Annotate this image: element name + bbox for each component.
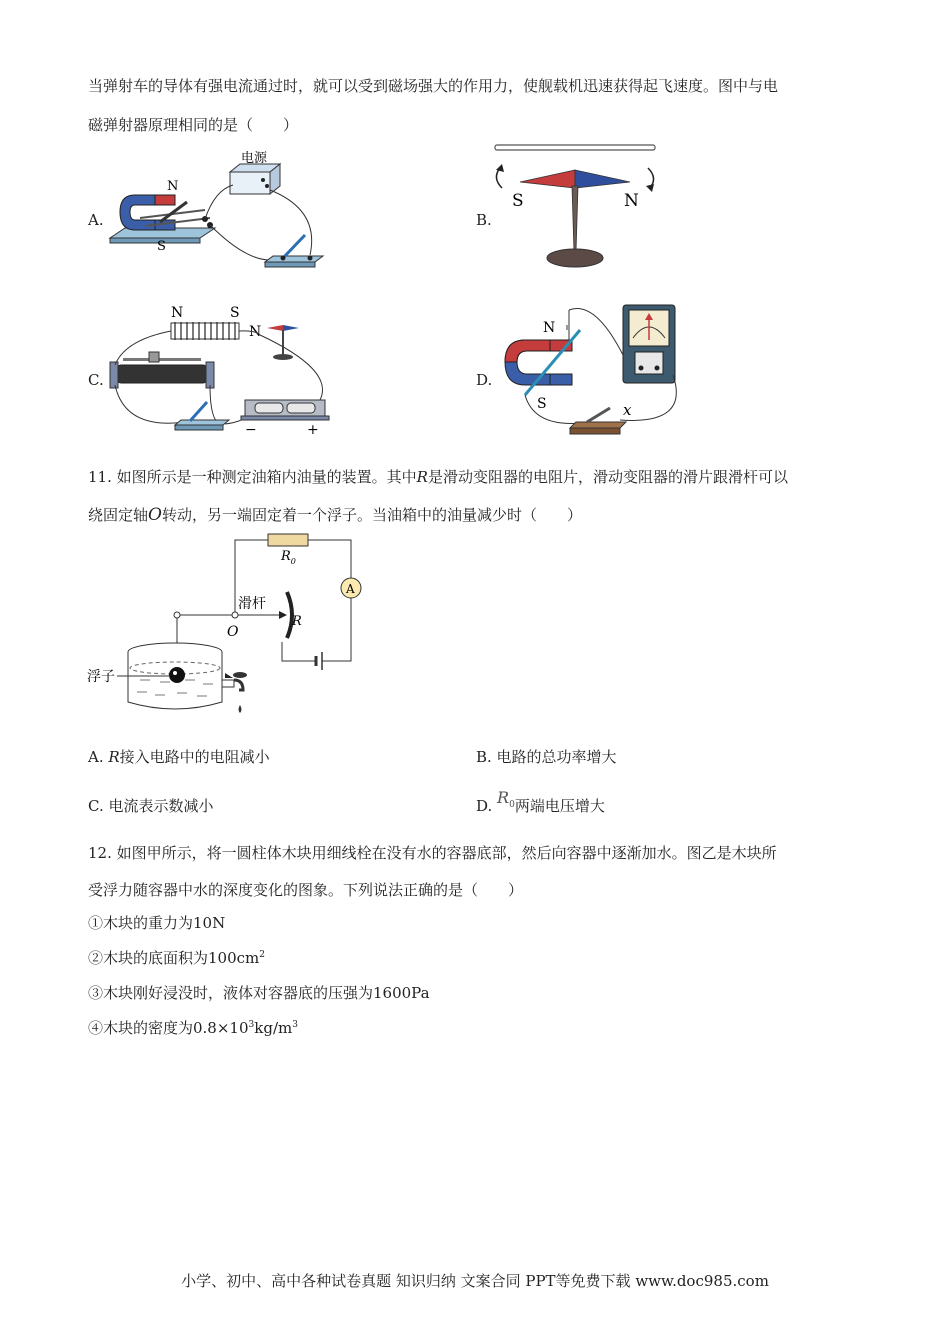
q12-stem-line1: 12. 如图甲所示，将一圆柱体木块用细线栓在没有水的容器底部，然后向容器中逐渐加水。图乙是木块所 — [88, 844, 777, 862]
q10-figure-a — [105, 150, 330, 275]
q12-statement-2-text: ②木块的底面积为100cm — [88, 949, 260, 967]
q11-o-symbol: O — [148, 505, 162, 525]
q11-option-d-text: 两端电压增大 — [514, 797, 605, 815]
r0-label: $R_0$ — [281, 549, 296, 566]
q12-statement-4-text: ④木块的密度为0.8×10 — [88, 1019, 249, 1037]
fig-d-n-label: N — [543, 320, 556, 336]
q12-statement-4-sup: 3 — [248, 1020, 255, 1030]
q11-option-a-r: R — [108, 748, 120, 766]
q11-stem-text: 绕固定轴 — [88, 506, 149, 524]
q10-option-c-label: C. — [88, 371, 104, 389]
q12-statement-1: ①木块的重力为10N — [88, 914, 226, 932]
ammeter-label: A — [346, 582, 355, 596]
q11-stem-text: 是滑动变阻器的电阻片，滑动变阻器的滑片跟滑杆可以 — [427, 468, 788, 486]
fig-a-power-label: 电源 — [241, 151, 268, 166]
o-label: O — [227, 624, 239, 640]
q12-statement-2-sup: 2 — [259, 950, 265, 960]
q11-stem-text: 11. 如图所示是一种测定油箱内油量的装置。其中 — [88, 468, 417, 486]
q11-r-symbol: R — [416, 468, 428, 486]
q12-statement-3: ③木块刚好浸没时，液体对容器底的压强为1600Pa — [88, 984, 430, 1002]
q10-stem-line1: 当弹射车的导体有强电流通过时，就可以受到磁场强大的作用力，使舰载机迅速获得起飞速度。图中与电 — [88, 77, 779, 95]
q10-option-d-label: D. — [476, 371, 493, 389]
q10-option-a-label: A. — [88, 211, 104, 229]
fig-d-x-label: x — [623, 401, 632, 419]
fig-a-n-label: N — [167, 179, 179, 194]
q11-option-d-r-sub: 0 — [509, 800, 515, 810]
q11-option-d — [476, 788, 605, 819]
fig-c-plus-label: + — [307, 422, 319, 438]
q10-figure-c — [105, 300, 335, 440]
q12-statement-2 — [88, 948, 265, 968]
fig-c-s-label: S — [230, 305, 240, 321]
q11-figure — [85, 530, 370, 725]
q11-stem-line1 — [88, 467, 788, 487]
fig-d-s-label: S — [537, 396, 547, 412]
q10-option-b-label: B. — [476, 211, 492, 229]
r-label: R — [292, 614, 302, 629]
q12-statement-4 — [88, 1018, 298, 1038]
q10-figure-d — [495, 300, 695, 440]
q11-option-c: C. 电流表示数减小 — [88, 797, 214, 815]
q12-statement-4-sup: 3 — [292, 1020, 298, 1030]
q10-stem-line2: 磁弹射器原理相同的是（ ） — [88, 116, 299, 134]
page-footer: 小学、初中、高中各种试卷真题 知识归纳 文案合同 PPT等免费下载 www.doc985.com — [181, 1272, 769, 1290]
q11-option-a — [88, 747, 270, 767]
q11-stem-line2 — [88, 505, 582, 525]
q12-statement-4-unit: kg/m — [254, 1019, 293, 1037]
q11-option-d-r: R — [497, 788, 510, 807]
q10-figure-b — [490, 140, 665, 275]
fig-b-n-label: N — [624, 191, 639, 211]
q11-option-b: B. 电路的总功率增大 — [476, 748, 617, 766]
q12-stem-line2: 受浮力随容器中水的深度变化的图象。下列说法正确的是（ ） — [88, 881, 524, 899]
rod-label: 滑杆 — [238, 596, 266, 612]
fig-c-n2-label: N — [249, 324, 262, 340]
fig-a-s-label: S — [157, 239, 166, 254]
q11-option-a-text: 接入电路中的电阻减小 — [119, 748, 270, 766]
float-label: 浮子 — [87, 669, 115, 685]
fig-c-n-label: N — [171, 305, 184, 321]
q11-option-d-prefix: D. — [476, 797, 498, 815]
q11-option-a-prefix: A. — [88, 748, 109, 766]
q11-stem-text: 转动，另一端固定着一个浮子。当油箱中的油量减少时（ ） — [161, 506, 582, 524]
fig-c-minus-label: − — [245, 422, 257, 438]
fig-b-s-label: S — [512, 191, 524, 211]
